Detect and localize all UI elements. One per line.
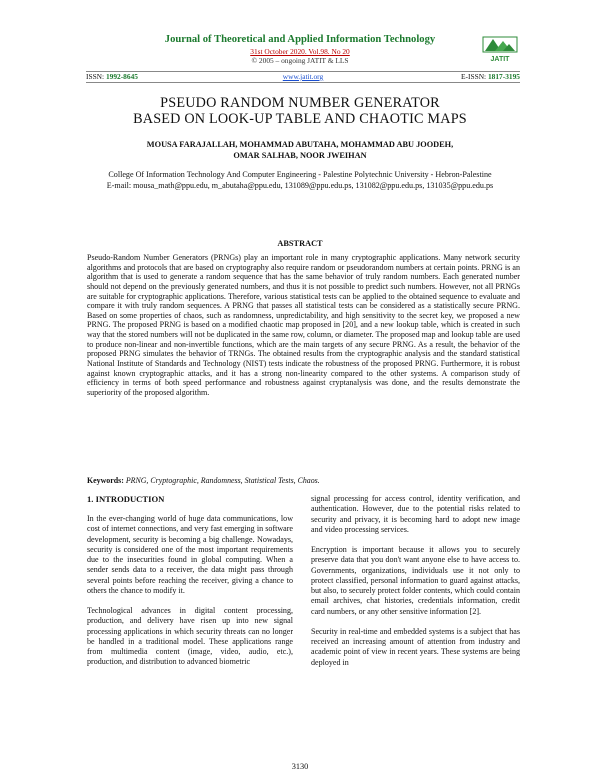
keywords-label: Keywords: (87, 476, 124, 485)
title-line-1: PSEUDO RANDOM NUMBER GENERATOR (160, 95, 440, 111)
issn-row (86, 72, 520, 82)
page-number: 3130 (291, 762, 309, 771)
issue-date: 31st October 2020. Vol.98. No 20 (250, 47, 350, 56)
abstract-heading: ABSTRACT (277, 239, 323, 248)
header-rule-bottom (86, 82, 520, 83)
authors-line-2: OMAR SALHAB, NOOR JWEIHAN (233, 150, 367, 160)
eissn-value: 1817-3195 (487, 72, 520, 81)
authors-line-1: MOUSA FARAJALLAH, MOHAMMAD ABUTAHA, MOHAMMAD ABU JOODEH, (146, 140, 454, 149)
eissn-label: E-ISSN: (461, 72, 487, 81)
paragraph: signal processing for access control, identity verification, and authentication. However, due to the potential risks related to security and privacy, it is becoming hard to adopt new image and video processing services. (311, 494, 520, 534)
keywords-list: PRNG, Cryptographic, Randomness, Statistical Tests, Chaos. (125, 476, 320, 485)
affiliation: College Of Information Technology And Computer Engineering - Palestine Polytechnic University - Hebron-Palestine (108, 170, 492, 179)
title-line-2: BASED ON LOOK-UP TABLE AND CHAOTIC MAPS (133, 110, 467, 127)
paragraph: Security in real-time and embedded systems is a subject that has received an increasing amount of attention from industry and academic point of view in recent years. These systems are being deployed in (311, 626, 520, 667)
issn-label: ISSN: (86, 72, 105, 81)
section-heading: 1. INTRODUCTION (87, 494, 165, 504)
abstract-text: Pseudo-Random Number Generators (PRNGs) play an important role in many cryptographic applications. Many network security algorithms and protocols that are based on cryptography also require random or pseudorandom numbers at certain points. PRNG is an algorithm that is used to generate a random sequence that has the same behavior of truly random numbers. Each generated number should not depend on the previously generated numbers, and thus it is not possible to predict such numbers. However, not all PRNGs are suitable for cryptographic applications. Therefore, various statistical tests can be applied to the obtained sequence to evaluate and compare it with truly random sequences. A PRNG that passes all statistical tests can be considered as a statistically secure PRNG. Based on some properties of chaos, such as randomness, unpredictability, and high sensitivity to the secret key, we proposed a new PRNG. The proposed PRNG is based on a modified chaotic map proposed in [20], and a new lookup table, which is created in such way that the stored numbers will not be duplicated in the same row, column, or diameter. The proposed map and lookup table are used to produce non-linear and non-invertible functions, which are the main targets of any secure PRNG. As a result, the behavior of the proposed PRNG simulates the behavior of TRNGs. The obtained results from the cryptographic analysis and the standard statistical National Institute of Standards and Technology (NIST) tests indicate the robustness of the proposed PRNG. Furthermore, it is robust against known cryptographic attacks, and it has a strong non-linearity compared to the other systems. A comparison study of efficiency in terms of both speed performance and robustness against cryptanalysis was done, and the results demonstrate the superiority of the proposed algorithm. (87, 253, 520, 397)
paragraph: Technological advances in digital content processing, production, and delivery have risen up into new signal processing applications in which security threats can no longer be handled in a traditional model. These applications range from multimedia content (image, video, audio, etc.), production, and distribution to advanced biometric (87, 606, 293, 667)
paragraph: In the ever-changing world of huge data communications, low cost of internet connections, and very fast emerging in software development, security is becoming a big challenge. Nowadays, security is considered one of the most important requirements due to the insecurities found in global computing. When a sender sends data to a receiver, the data might pass through several points before reaching the receiver, giving a chance to others the chance to modify it. (87, 514, 293, 595)
affiliation-block (96, 170, 504, 192)
emails: E-mail: mousa_math@ppu.edu, m_abutaha@ppu.edu, 131089@ppu.edu.ps, 131082@ppu.edu.ps, 131035@ppu.edu.ps (106, 180, 494, 190)
eissn (461, 72, 520, 81)
journal-url-link[interactable]: www.jatit.org (282, 72, 324, 81)
journal-title: Journal of Theoretical and Applied Information Technology (164, 34, 436, 45)
jatit-logo-icon (481, 34, 519, 64)
left-column (87, 494, 293, 678)
copyright: © 2005 – ongoing JATIT & LLS (251, 55, 349, 65)
paper-title (0, 96, 600, 127)
issn-value: 1992-8645 (105, 72, 138, 81)
authors (0, 140, 600, 162)
right-column (311, 494, 520, 678)
paragraph: Encryption is important because it allows you to securely preserve data that you don't want anyone else to have access to. Governments, organizations, individuals use it not only to protect classified, personal information to guard against attacks, but also, to securely protect folder contents, which could contain email archives, chat histories, credentials information, credit card numbers, or any other sensitive information [2]. (311, 545, 520, 616)
keywords (87, 476, 520, 485)
logo-text: JATIT (490, 56, 510, 63)
